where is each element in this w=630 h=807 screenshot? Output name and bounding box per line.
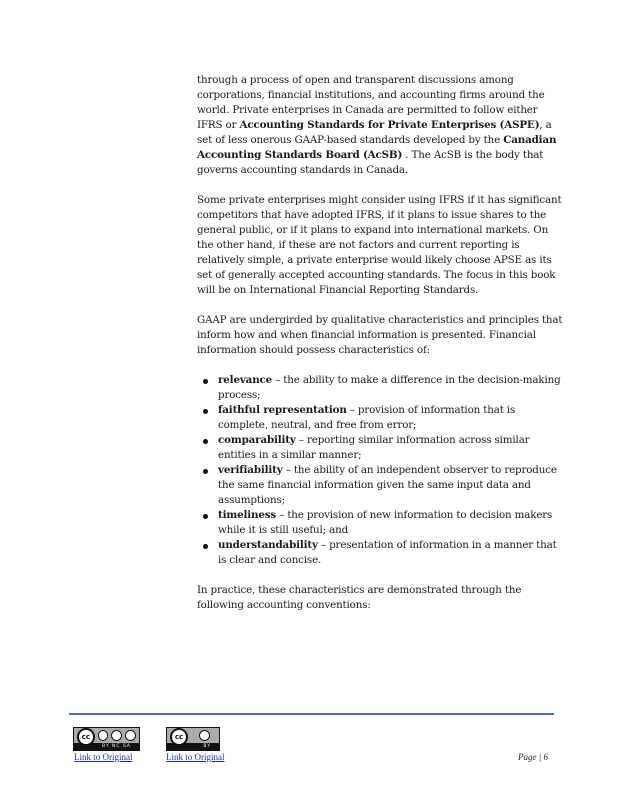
link-to-original-2[interactable]: Link to Original [166,752,225,762]
noncommercial-icon [111,730,122,741]
badge-label: BY [167,743,219,750]
paragraph-4: In practice, these characteristics are demonstrated through the following accounting conventions: [197,584,522,611]
list-item [197,463,563,508]
definition: – the ability of an independent observer to reproduce the same financial information given the same input data and assumptions; [218,464,557,506]
term: understandability [218,539,318,551]
list-item [197,373,563,403]
page-body [197,73,563,628]
attribution-icon [199,730,210,741]
text: through a process of open and transparent discussions among corporations, financial institutions, and accounting firms around the world. Private enterprises in Canada are permitted to follow either IFRS or [197,74,545,131]
definition: – provision of information that is complete, neutral, and free from error; [218,404,516,431]
attribution-icon [98,730,109,741]
paragraph-1 [197,73,563,178]
list-item [197,403,563,433]
list-item [197,508,563,538]
cc-icon: cc [77,728,95,746]
term: faithful representation [218,404,347,416]
characteristics-list [197,373,563,568]
term: relevance [218,374,273,386]
term: comparability [218,434,296,446]
definition: – the provision of new information to decision makers while it is still useful; and [218,509,553,536]
aspe-term: Accounting Standards for Private Enterprises (ASPE) [239,119,540,131]
footer-rule [69,713,554,715]
acsb-term: Canadian Accounting Standards Board (AcSB) [197,134,557,161]
list-item [197,538,563,568]
link-to-original-1[interactable]: Link to Original [74,752,133,762]
cc-by-nc-sa-badge[interactable] [73,727,140,751]
definition: – the ability to make a difference in the decision-making process; [218,374,561,401]
list-item [197,433,563,463]
sharealike-icon [125,730,136,741]
paragraph-2: Some private enterprises might consider using IFRS if it has significant competitors that have adopted IFRS, if it plans to issue shares to the general public, or if it plans to expand into international markets. On the other hand, if these are not factors and current reporting is relatively simple, a private enterprise would likely choose APSE as its set of generally accepted accounting standards. The focus in this book will be on International Financial Reporting Standards. [197,194,562,296]
text: . The AcSB is the body that governs accounting standards in Canada. [197,149,544,176]
badge-label: BY NC SA [74,743,139,750]
paragraph-3: GAAP are undergirded by qualitative characteristics and principles that inform how and when financial information is presented. Financial information should possess characteristics of: [197,314,563,356]
cc-icon: cc [170,728,188,746]
term: timeliness [218,509,277,521]
definition: – presentation of information in a manner that is clear and concise. [218,539,557,566]
page-number: Page | 6 [518,752,548,762]
definition: – reporting similar information across similar entities in a similar manner; [218,434,530,461]
text: , a set of less onerous GAAP-based standards developed by the [197,119,552,146]
cc-by-badge[interactable] [166,727,220,751]
term: verifiability [218,464,283,476]
